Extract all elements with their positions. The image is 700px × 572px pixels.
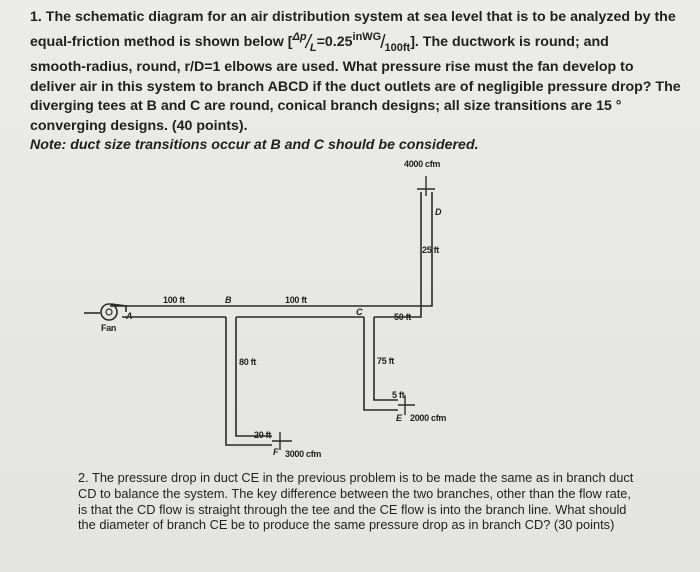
problem-1-line-4: deliver air in this system to branch ABCD if the duct outlets are of negligible pressure drop? The [30,78,681,95]
problem-1-line-2-start: equal-friction method is shown below [ [30,33,293,50]
flow-e-label: 2000 cfm [410,413,447,423]
point-a-label: A [126,311,133,321]
point-e-label: E [396,413,402,423]
problem-1-line-2-end: ]. The ductwork is round; and [410,33,609,50]
length-f-label: 20 ft [254,430,272,440]
problem-2: 2. The pressure drop in duct CE in the previous problem is to be made the same as in branch duct CD to balance the system. The key difference between the two branches, other than the flow rate, is that the CD flow is straight through the tee and the CE flow is into the branch line. What should the diameter of branch CE be to produce the same pressure drop as in branch CD? (30 points) [78,470,634,533]
duct-riser-inner-edge [374,192,421,317]
gradient-unit-denominator: 100ft [384,41,411,54]
duct-branch-b-inner [236,317,272,436]
point-c-label: C [356,307,363,317]
problem-1-line-6: converging designs. (40 points). [30,117,248,134]
problem-1-line-1: 1. The schematic diagram for an air distribution system at sea level that is to be analyzed by the [30,9,676,25]
duct-main-top-edge [110,192,432,306]
length-b-down-label: 80 ft [239,357,257,367]
flow-d-label: 4000 cfm [404,159,441,169]
problem-1-line-3: smooth-radius, round, r/D=1 elbows are used. What pressure rise must the fan develop to [30,59,634,75]
length-d-label: 25 ft [422,245,440,255]
pressure-gradient-expression: $^{\Delta p}/_L$ [292,30,317,54]
point-f-label: F [273,447,279,457]
gradient-value: =0.25 [316,33,353,50]
point-d-label: D [435,207,442,217]
problem-1-line-5: diverging tees at B and C are round, conical branch designs; all size transitions are 15 ° [30,98,622,114]
flow-f-label: 3000 cfm [285,449,322,459]
length-riser-label: 50 ft [394,312,412,322]
gradient-unit-numerator: inWG [352,30,382,43]
length-bc-label: 100 ft [285,295,307,305]
point-b-label: B [225,295,232,305]
length-symbol: L [309,41,317,54]
fan-label: Fan [101,323,117,333]
problem-1-note: Note: duct size transitions occur at B and C should be considered. [30,137,479,153]
problem-1-line-2: equal-friction method is shown below $[^{\Delta p}/_L=0.25^{inWG}/_{100ft}]$. The ductwork is round; and [30,28,680,59]
length-c-down-label: 75 ft [377,356,395,366]
duct-branch-b-outer [226,317,272,445]
length-e-label: 5 ft [392,390,405,400]
delta-p-symbol: Δp [292,30,307,43]
length-ab-label: 100 ft [163,295,185,305]
